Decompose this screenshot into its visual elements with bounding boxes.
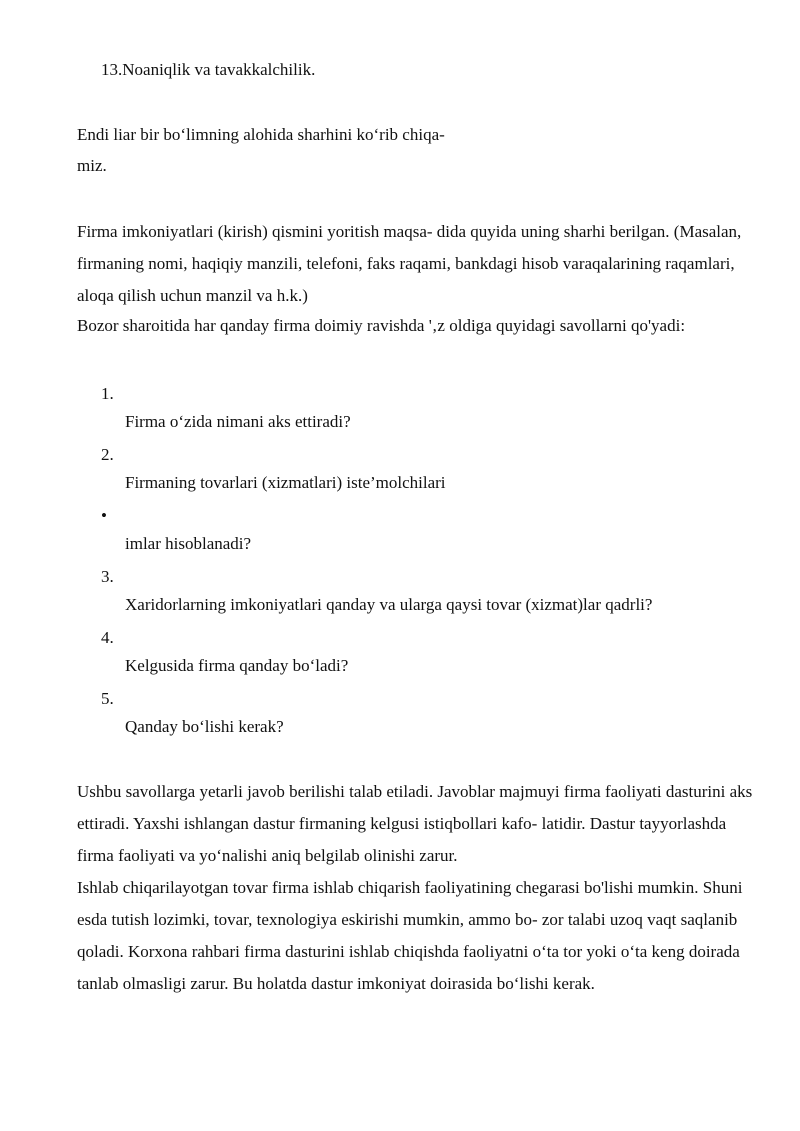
list-number: 5.: [101, 689, 114, 708]
list-item-text: Qanday bo‘lishi kerak?: [125, 717, 284, 736]
spacer: [77, 180, 767, 216]
spacer: [77, 340, 767, 380]
intro-line-2: miz.: [77, 156, 107, 175]
paragraph-program: Ushbu savollarga yetarli javob berilishi talab etiladi. Javoblar majmuyi firma faoliyati dasturini aks ettiradi. Yaxshi ishlangan dastur firmaning kelgusi istiqbollari kafo- latidir. Dastur tayyorlashda firma faoliyati va yo‘nalishi aniq belgilab olinishi zarur.: [77, 782, 753, 865]
paragraph-product-boundary: Ishlab chiqarilayotgan tovar firma ishlab chiqarish faoliyatining chegarasi bo'lishi mumkin. Shuni esda tutish lozimki, tovar, texnologiya eskirishi mumkin, ammo bo- zor talabi uzoq vaqt saqlanib qoladi. Korxona rahbari firma dasturini ishlab chiqishda faoliyatni o‘ta tor yoki o‘ta keng doirada tanlab olmasligi zarur. Bu holatda dastur imkoniyat doirasida bo‘lishi kerak.: [77, 878, 743, 993]
list-item-text: Firma o‘zida nimani aks ettiradi?: [125, 412, 351, 431]
paragraph-firm-capabilities: Firma imkoniyatlari (kirish) qismini yoritish maqsa- dida quyida uning sharhi berilgan. (Masalan, firmaning nomi, haqiqiy manzili, telefoni, faks raqami, bankdagi hisob varaqalarining raqamlari, aloqa qilish uchun manzil va h.k.): [77, 222, 742, 305]
spacer: [77, 746, 767, 776]
document-page: [77, 56, 767, 1000]
list-bullet: •: [101, 506, 107, 525]
list-number: 1.: [101, 384, 114, 403]
list-item-text: Firmaning tovarlari (xizmatlari) iste’molchilari: [125, 473, 446, 492]
question-list: [77, 380, 767, 741]
list-number: 3.: [101, 567, 114, 586]
list-number: 2.: [101, 445, 114, 464]
list-item-text: Xaridorlarning imkoniyatlari qanday va ularga qaysi tovar (xizmat)lar qadrli?: [125, 595, 653, 614]
paragraph-market-questions-intro: Bozor sharoitida har qanday firma doimiy ravishda '‚z oldiga quyidagi savollarni qo'yadi:: [77, 316, 686, 335]
list-item-text: Kelgusida firma qanday bo‘ladi?: [125, 656, 349, 675]
list-item-13: 13.Noaniqlik va tavakkalchilik.: [101, 60, 316, 79]
list-number: 4.: [101, 628, 114, 647]
spacer: [77, 84, 767, 118]
list-item-text: imlar hisoblanadi?: [125, 534, 252, 553]
intro-line-1: Endi liar bir bo‘limning alohida sharhini ko‘rib chiqa-: [77, 125, 445, 144]
